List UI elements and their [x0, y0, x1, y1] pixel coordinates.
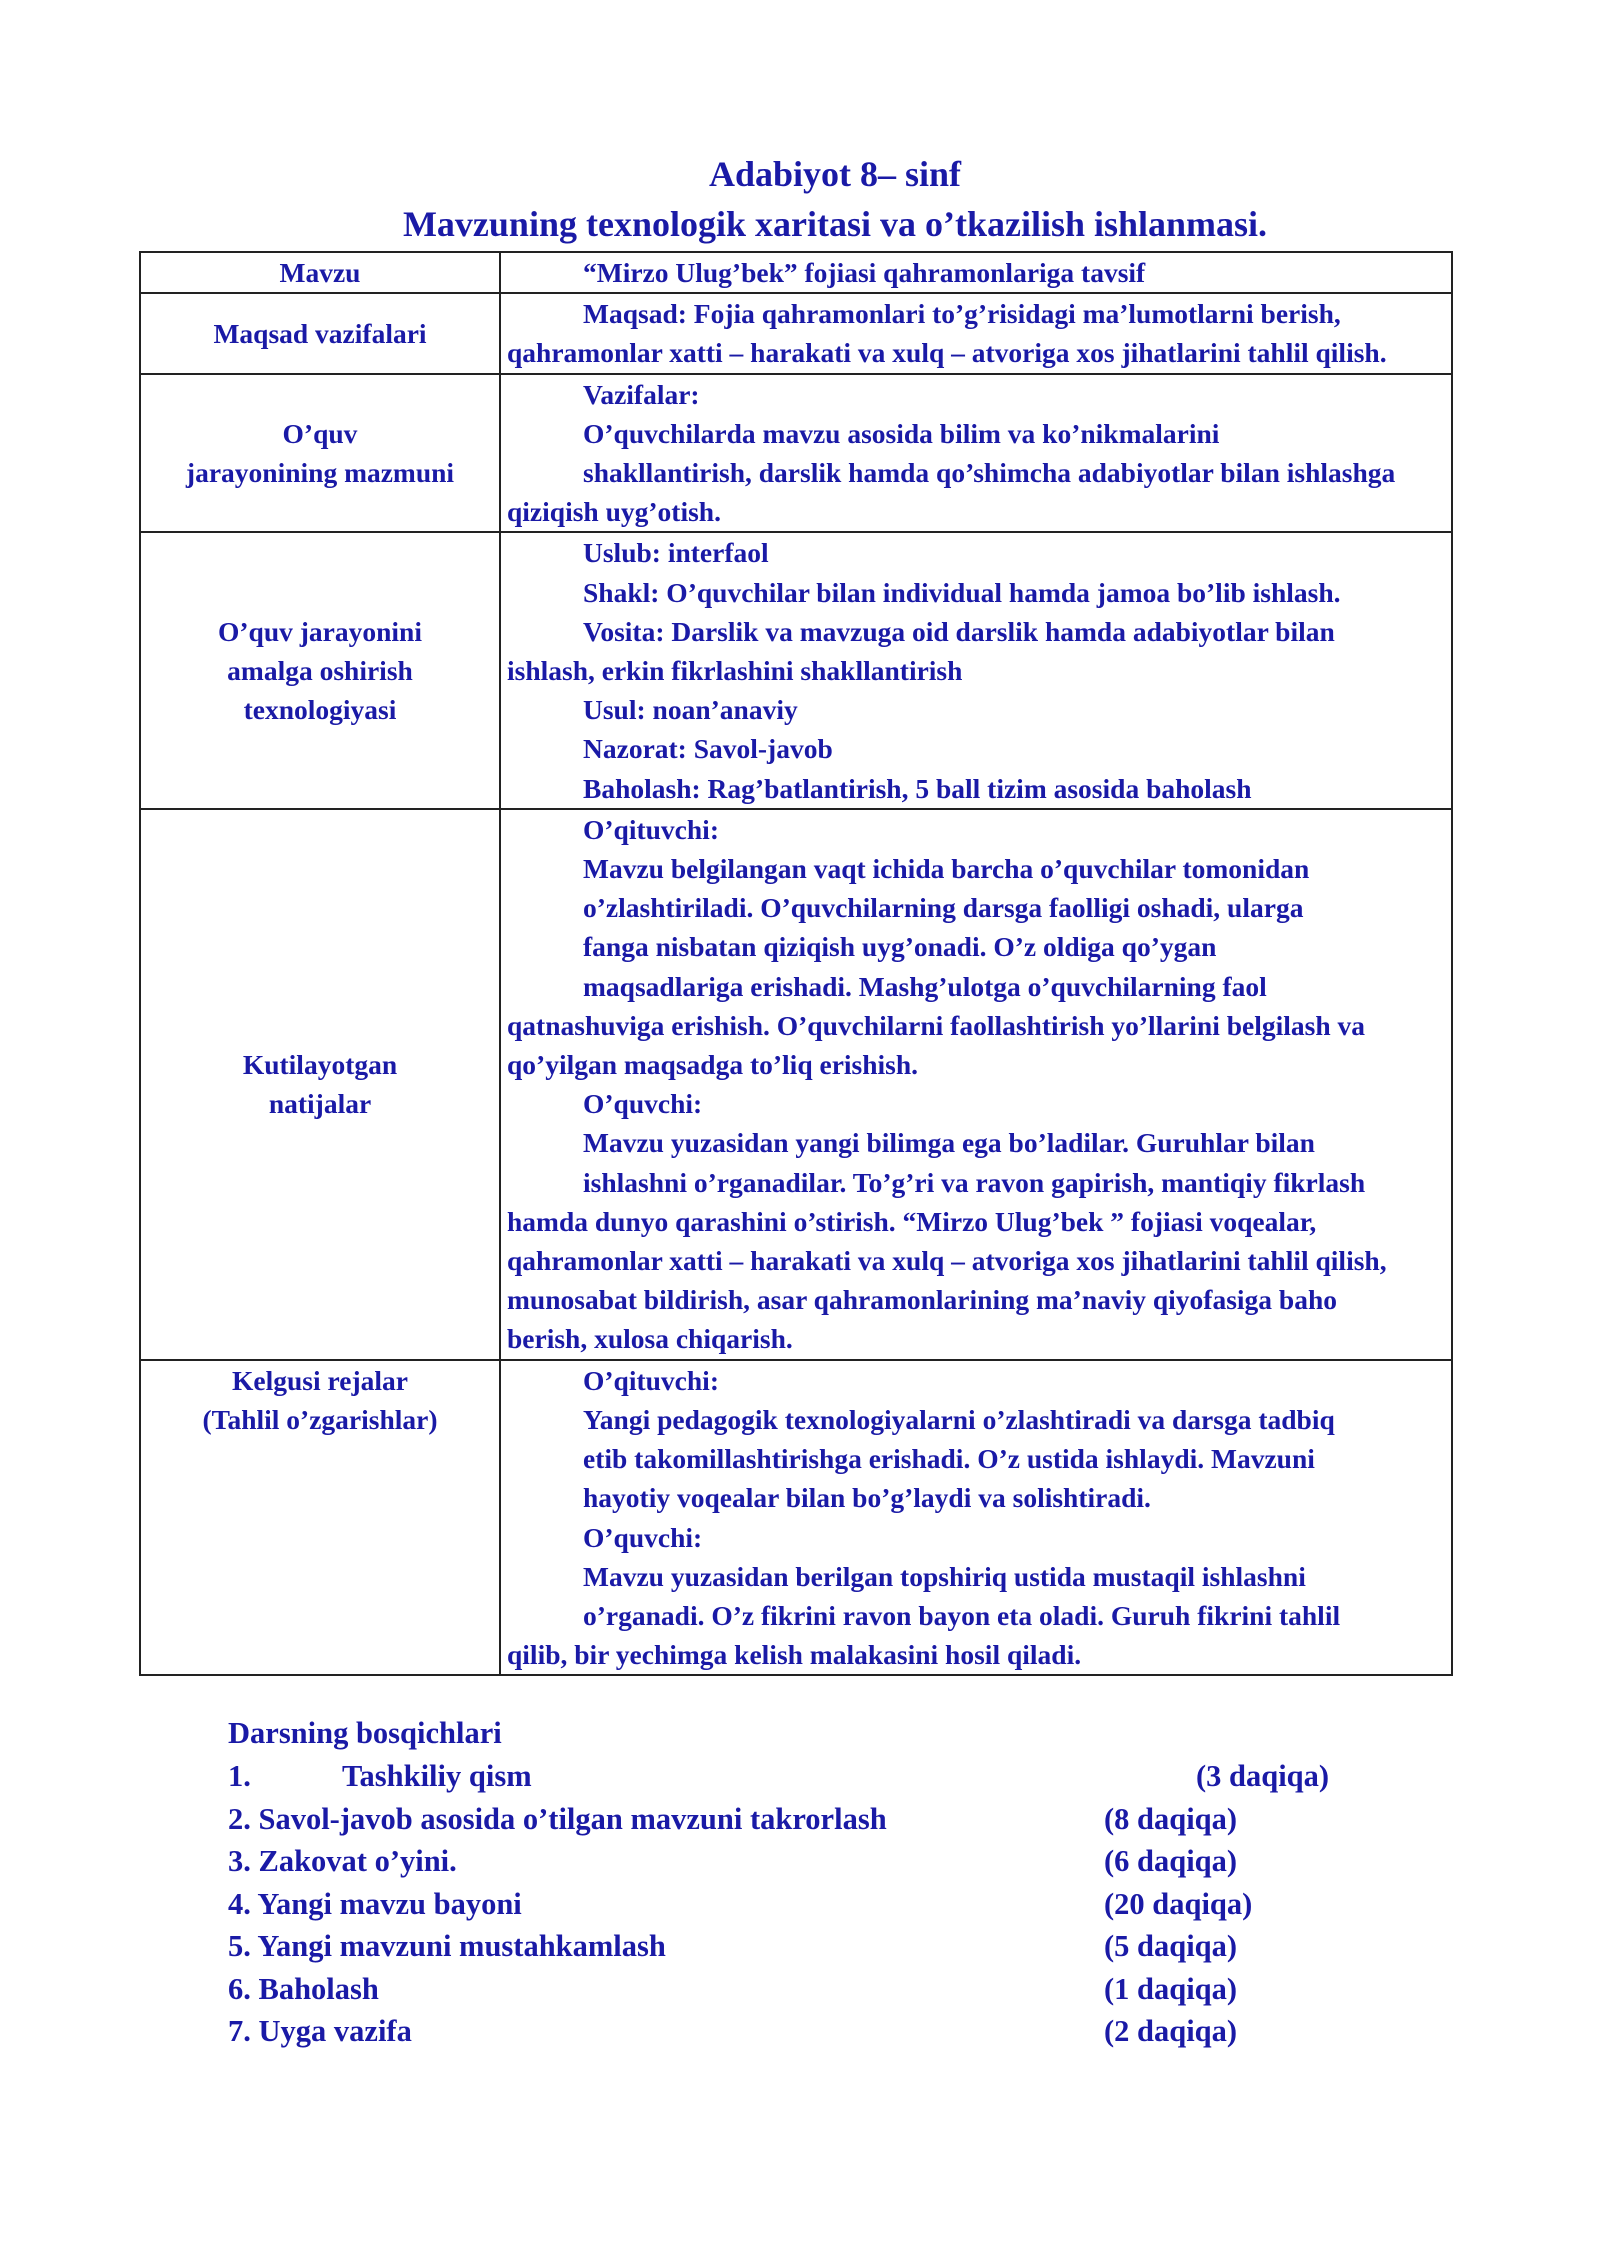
row-label-line: Mavzu	[279, 257, 361, 288]
stages-heading: Darsning bosqichlari	[228, 1716, 502, 1750]
stage-name: 7. Uyga vazifa	[228, 2014, 412, 2048]
content-line: qo’yilgan maqsadga to’liq erishish.	[507, 1049, 919, 1081]
content-line: Uslub: interfaol	[583, 537, 769, 569]
row-label	[140, 374, 500, 533]
content-line: “Mirzo Ulug’bek” fojiasi qahramonlariga tavsif	[583, 257, 1146, 288]
content-line: O’qituvchi:	[583, 813, 719, 845]
content-line: qilib, bir yechimga kelish malakasini hosil qiladi.	[507, 1639, 1082, 1671]
row-label-line: Kutilayotgan	[242, 1049, 398, 1081]
stage-duration: (20 daqiqa)	[1104, 1886, 1253, 1921]
content-line: Nazorat: Savol-javob	[583, 733, 833, 765]
stage-duration: (1 daqiqa)	[1104, 1971, 1238, 2006]
content-line: hamda dunyo qarashini o’stirish. “Mirzo Ulug’bek ” fojiasi voqealar,	[507, 1205, 1317, 1237]
content-line: maqsadlariga erishadi. Mashg’ulotga o’quvchilarning faol	[583, 970, 1267, 1002]
stage-item	[228, 1968, 1428, 2011]
content-line: o’zlashtiriladi. O’quvchilarning darsga faolligi oshadi, ularga	[583, 892, 1304, 924]
stage-item	[228, 1798, 1428, 1841]
content-line: hayotiy voqealar bilan bo’g’laydi va solishtiradi.	[583, 1482, 1151, 1514]
table-row	[140, 252, 1452, 293]
stage-name: Tashkiliy qism	[342, 1759, 532, 1793]
content-line: O’qituvchi:	[583, 1364, 719, 1396]
content-line: ishlashni o’rganadilar. To’g’ri va ravon gapirish, mantiqiy fikrlash	[583, 1166, 1366, 1198]
row-label-line: Maqsad vazifalari	[213, 317, 427, 349]
content-line: qahramonlar xatti – harakati va xulq – atvoriga xos jihatlarini tahlil qilish.	[507, 337, 1387, 369]
content-line: Yangi pedagogik texnologiyalarni o’zlashtiradi va darsga tadbiq	[583, 1403, 1335, 1435]
stage-item	[228, 1925, 1428, 1968]
row-label-line: natijalar	[268, 1088, 372, 1120]
content-line: qiziqish uyg’otish.	[507, 496, 721, 528]
content-line: Maqsad: Fojia qahramonlari to’g’risidagi ma’lumotlarni berish,	[583, 298, 1341, 330]
row-label-line: O’quv jarayonini	[218, 615, 422, 647]
row-label-line: amalga oshirish	[227, 655, 413, 687]
stage-duration: (3 daqiqa)	[1196, 1759, 1330, 1793]
stage-name: 4. Yangi mavzu bayoni	[228, 1886, 522, 1921]
row-label-line: O’quv	[282, 417, 358, 449]
stage-item	[228, 1883, 1428, 1926]
row-label	[140, 293, 500, 373]
stage-item	[228, 1840, 1428, 1883]
table-row	[140, 809, 1452, 1360]
content-line: ishlash, erkin fikrlashini shakllantirish	[507, 655, 963, 687]
content-line: Mavzu belgilangan vaqt ichida barcha o’quvchilar tomonidan	[583, 853, 1310, 885]
content-line: fanga nisbatan qiziqish uyg’onadi. O’z oldiga qo’ygan	[583, 931, 1217, 963]
stage-duration: (6 daqiqa)	[1104, 1844, 1238, 1878]
table-row	[140, 1360, 1452, 1676]
row-content	[500, 1360, 1452, 1676]
table-row	[140, 293, 1452, 373]
row-content	[500, 252, 1452, 293]
stage-name: 3. Zakovat o’yini.	[228, 1844, 457, 1878]
content-line: Mavzu yuzasidan yangi bilimga ega bo’ladilar. Guruhlar bilan	[583, 1127, 1315, 1159]
lesson-stages	[228, 1712, 1428, 2053]
stage-duration: (5 daqiqa)	[1104, 1929, 1238, 1963]
content-line: Vosita: Darslik va mavzuga oid darslik hamda adabiyotlar bilan	[583, 615, 1335, 647]
content-line: etib takomillashtirishga erishadi. O’z ustida ishlaydi. Mavzuni	[583, 1443, 1315, 1475]
row-label-line: Kelgusi rejalar	[232, 1364, 408, 1396]
content-line: munosabat bildirish, asar qahramonlarining ma’naviy qiyofasiga baho	[507, 1284, 1338, 1316]
stage-duration: (2 daqiqa)	[1104, 2014, 1238, 2048]
content-line: O’quvchi:	[583, 1088, 703, 1120]
row-label-line: jarayonining mazmuni	[185, 457, 455, 489]
content-line: Baholash: Rag’batlantirish, 5 ball tizim asosida baholash	[583, 772, 1252, 804]
table-row	[140, 374, 1452, 533]
content-line: Vazifalar:	[583, 378, 700, 410]
row-label	[140, 252, 500, 293]
row-content	[500, 532, 1452, 808]
row-content	[500, 809, 1452, 1360]
content-line: o’rganadi. O’z fikrini ravon bayon eta oladi. Guruh fikrini tahlil	[583, 1599, 1341, 1631]
page-subtitle: Mavzuning texnologik xaritasi va o’tkazilish ishlanmasi.	[402, 204, 1268, 244]
table-row	[140, 532, 1452, 808]
stage-item	[228, 1755, 1428, 1798]
stage-item	[228, 2010, 1428, 2053]
technology-map-table	[139, 251, 1453, 1676]
row-label-line: (Tahlil o’zgarishlar)	[202, 1403, 438, 1435]
stage-name: 5. Yangi mavzuni mustahkamlash	[228, 1929, 666, 1963]
row-label	[140, 809, 500, 1360]
row-label	[140, 1360, 500, 1676]
row-label	[140, 532, 500, 808]
content-line: qatnashuviga erishish. O’quvchilarni faollashtirish yo’llarini belgilash va	[507, 1009, 1366, 1041]
stage-name: 2. Savol-javob asosida o’tilgan mavzuni takrorlash	[228, 1801, 887, 1836]
content-line: O’quvchi:	[583, 1521, 703, 1553]
content-line: O’quvchilarda mavzu asosida bilim va ko’nikmalarini	[583, 417, 1220, 449]
row-content	[500, 293, 1452, 373]
row-label-line: texnologiyasi	[243, 694, 397, 726]
content-line: berish, xulosa chiqarish.	[507, 1323, 793, 1355]
content-line: Usul: noan’anaviy	[583, 694, 798, 726]
content-line: Shakl: O’quvchilar bilan individual hamda jamoa bo’lib ishlash.	[583, 576, 1341, 608]
row-content	[500, 374, 1452, 533]
stage-name: 6. Baholash	[228, 1971, 379, 2006]
content-line: shakllantirish, darslik hamda qo’shimcha adabiyotlar bilan ishlashga	[583, 457, 1396, 489]
stage-duration: (8 daqiqa)	[1104, 1801, 1238, 1836]
page-title: Adabiyot 8– sinf	[708, 154, 962, 194]
content-line: qahramonlar xatti – harakati va xulq – atvoriga xos jihatlarini tahlil qilish,	[507, 1245, 1387, 1277]
content-line: Mavzu yuzasidan berilgan topshiriq ustida mustaqil ishlashni	[583, 1560, 1306, 1592]
stage-number: 1.	[228, 1759, 251, 1793]
